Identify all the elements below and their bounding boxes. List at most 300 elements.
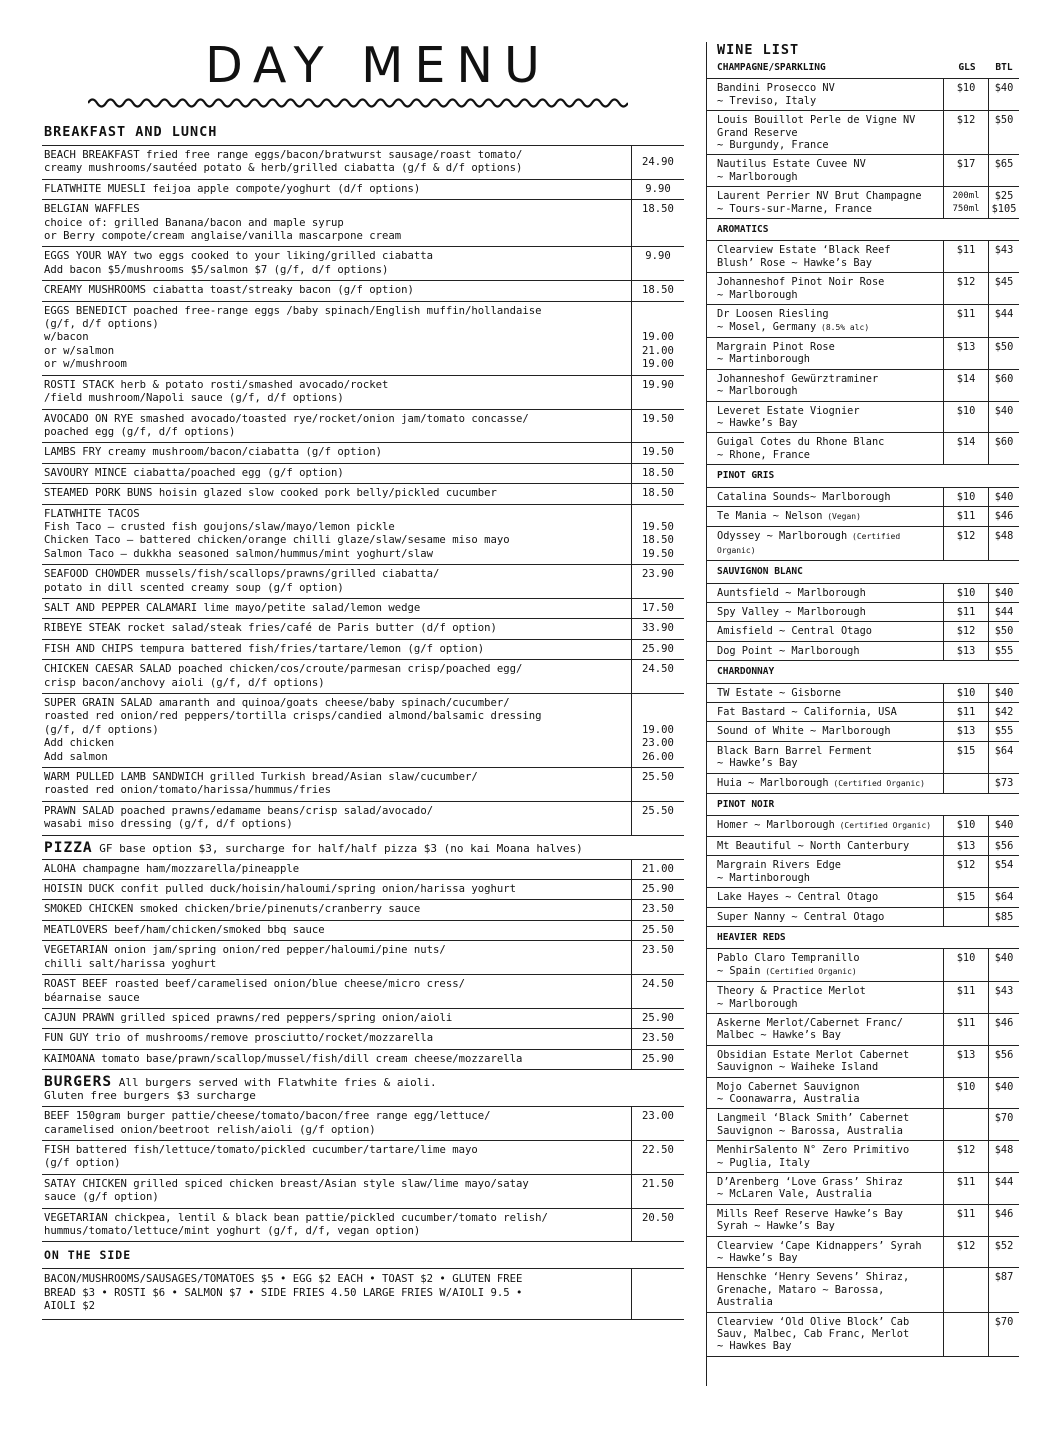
wine-name-text: Theory & Practice Merlot ~ Marlborough xyxy=(717,985,866,1010)
wine-name xyxy=(707,949,943,981)
wine-row xyxy=(707,703,1019,722)
wine-bottle-price: $85 xyxy=(988,908,1019,926)
menu-item-price: 33.90 xyxy=(631,619,684,638)
menu-item-details: fried free range eggs/bacon/bratwurst sausage/roast tomato/ creamy mushrooms/sautéed potato & herb/grilled ciabatta (g/f & d/f options) xyxy=(44,149,523,175)
wine-category-name: AROMATICS xyxy=(707,219,1019,241)
wine-bottle-price: $55 xyxy=(988,642,1019,660)
wine-glass-price: 200ml 750ml xyxy=(943,187,988,218)
menu-item-details: grilled spiced chicken breast/Asian style slaw/lime mayo/satay sauce (g/f option) xyxy=(44,1177,529,1204)
menu-item-row xyxy=(42,660,684,694)
menu-item-price: 19.50 xyxy=(631,410,684,443)
menu-item-price: 24.50 xyxy=(631,975,684,1008)
menu-item-desc xyxy=(42,1107,631,1140)
menu-item-price: 21.00 xyxy=(631,860,684,879)
wine-name xyxy=(707,684,943,702)
wine-glass-price: $11 xyxy=(943,1014,988,1045)
menu-item-row xyxy=(42,802,684,836)
wine-category-name: PINOT GRIS xyxy=(707,465,1019,487)
pizza-header xyxy=(42,836,684,860)
menu-item-name: KAIMOANA xyxy=(44,1052,96,1065)
menu-item-desc xyxy=(42,900,631,919)
menu-item-row xyxy=(42,1009,684,1029)
wine-name xyxy=(707,1313,943,1356)
wine-row xyxy=(707,982,1019,1014)
wine-glass-price: $12 xyxy=(943,527,988,560)
menu-item-price: 25.50 xyxy=(631,802,684,835)
wine-row xyxy=(707,837,1019,856)
menu-item-row xyxy=(42,941,684,975)
wine-body xyxy=(707,62,1019,1357)
menu-item-price: 22.50 xyxy=(631,1141,684,1174)
wine-bottle-price: $40 xyxy=(988,949,1019,981)
wine-row xyxy=(707,187,1019,219)
wine-bottle-price: $50 xyxy=(988,622,1019,640)
menu-item-row xyxy=(42,975,684,1009)
wine-glass-price: $12 xyxy=(943,856,988,887)
menu-item-name: FISH AND CHIPS xyxy=(44,642,134,655)
menu-item-price: 19.00 21.00 19.00 xyxy=(631,302,684,375)
wine-name xyxy=(707,742,943,773)
wine-glass-price xyxy=(943,774,988,793)
menu-item-name: STEAMED PORK BUNS xyxy=(44,487,153,500)
menu-item-price: 18.50 xyxy=(631,484,684,503)
menu-item-row xyxy=(42,505,684,566)
wine-bottle-price: $56 xyxy=(988,837,1019,855)
wine-category-header xyxy=(707,62,1019,79)
wine-bottle-price: $44 xyxy=(988,1173,1019,1204)
wine-name xyxy=(707,305,943,337)
wine-name xyxy=(707,622,943,640)
menu-item-details: poached free-range eggs /baby spinach/English muffin/hollandaise (g/f, d/f options) w/bacon or w/salmon or w/mushroom xyxy=(44,304,542,371)
menu-item-name: CREAMY MUSHROOMS xyxy=(44,284,147,297)
wine-glass-price: $10 xyxy=(943,488,988,506)
menu-item-price: 23.50 xyxy=(631,941,684,974)
pizza-note: GF base option $3, surcharge for half/half pizza $3 (no kai Moana halves) xyxy=(92,841,583,855)
wine-bottle-price: $40 xyxy=(988,816,1019,835)
wine-glass-price xyxy=(943,1109,988,1140)
wine-bottle-price: $46 xyxy=(988,507,1019,526)
wine-name-text: Clearview ‘Old Olive Block’ Cab Sauv, Malbec, Cab Franc, Merlot ~ Hawkes Bay xyxy=(717,1315,910,1353)
breakfast-list xyxy=(42,146,684,836)
wine-bottle-price: $43 xyxy=(988,982,1019,1013)
wine-note: (Vegan) xyxy=(822,511,861,521)
wine-bottle-price: $56 xyxy=(988,1046,1019,1077)
wine-note: (Certified Organic) xyxy=(760,966,857,976)
menu-item-price: 20.50 xyxy=(631,1209,684,1242)
menu-item-details: onion jam/spring onion/red pepper/haloumi/pine nuts/ chilli salt/harissa yoghurt xyxy=(44,944,446,970)
wine-name xyxy=(707,273,943,304)
wine-name xyxy=(707,111,943,154)
menu-item-row xyxy=(42,247,684,281)
menu-item-desc xyxy=(42,921,631,940)
wine-name-text: D’Arenberg ‘Love Grass’ Shiraz ~ McLaren Vale, Australia xyxy=(717,1176,903,1201)
wine-row xyxy=(707,888,1019,907)
wine-name xyxy=(707,1141,943,1172)
wine-name-text: Louis Bouillot Perle de Vigne NV Grand Reserve ~ Burgundy, France xyxy=(717,114,916,152)
wine-name-text: Askerne Merlot/Cabernet Franc/ Malbec ~ Hawke’s Bay xyxy=(717,1016,903,1042)
menu-item-details: champagne ham/mozzarella/pineapple xyxy=(75,862,300,875)
wine-name-text: Catalina Sounds~ Marlborough xyxy=(717,490,891,503)
wine-bottle-price: $40 xyxy=(988,1078,1019,1109)
menu-item-price: 23.00 xyxy=(631,1107,684,1140)
menu-item-name: CAJUN PRAWN xyxy=(44,1011,115,1024)
wine-bottle-price: $42 xyxy=(988,703,1019,721)
menu-item-row xyxy=(42,880,684,900)
menu-item-desc xyxy=(42,880,631,899)
menu-item-details: 150gram burger pattie/cheese/tomato/bacon/free range egg/lettuce/ caramelised onion/beetroot relish/aioli (g/f option) xyxy=(44,1110,491,1136)
wine-name-text: Laurent Perrier NV Brut Champagne ~ Tours-sur-Marne, France xyxy=(717,190,922,215)
menu-item-price: 19.00 23.00 26.00 xyxy=(631,694,684,767)
wine-row xyxy=(707,1078,1019,1110)
wine-name xyxy=(707,402,943,433)
menu-item-details: choice of: grilled Banana/bacon and maple syrup or Berry compote/cream anglaise/vanilla mascarpone cream xyxy=(44,216,402,243)
menu-item-price: 19.50 18.50 19.50 xyxy=(631,505,684,565)
wine-glass-price xyxy=(943,1268,988,1311)
menu-item-desc xyxy=(42,200,631,246)
menu-item-desc xyxy=(42,302,631,375)
menu-item-row xyxy=(42,694,684,768)
wine-row xyxy=(707,816,1019,836)
wine-name xyxy=(707,1237,943,1268)
wine-glass-price: $14 xyxy=(943,370,988,401)
wine-category-name: CHAMPAGNE/SPARKLING xyxy=(717,62,826,73)
wine-row xyxy=(707,949,1019,982)
wine-bottle-price: $25 $105 xyxy=(988,187,1019,218)
wine-row xyxy=(707,742,1019,774)
wine-row xyxy=(707,1205,1019,1237)
menu-item-row xyxy=(42,180,684,200)
wine-name xyxy=(707,1046,943,1077)
wine-glass-price: $11 xyxy=(943,305,988,337)
side-heading: ON THE SIDE xyxy=(42,1242,684,1269)
wine-glass-price: $15 xyxy=(943,742,988,773)
menu-item-details: rocket salad/steak fries/café de Paris butter (d/f option) xyxy=(120,622,497,635)
menu-item-details: roasted beef/caramelised onion/blue cheese/micro cress/ béarnaise sauce xyxy=(44,978,465,1004)
menu-item-price: 23.90 xyxy=(631,565,684,598)
menu-item-desc xyxy=(42,1141,631,1174)
menu-item-details: hoisin glazed slow cooked pork belly/pickled cucumber xyxy=(152,487,497,500)
wine-name-text: Dog Point ~ Marlborough xyxy=(717,644,860,657)
wine-name xyxy=(707,642,943,660)
wine-name-text: Pablo Claro Tempranillo ~ Spain xyxy=(717,952,860,977)
menu-item-row xyxy=(42,565,684,599)
wine-name xyxy=(707,1109,943,1140)
wine-name-text: Te Mania ~ Nelson xyxy=(717,509,823,522)
wine-list xyxy=(706,42,1019,1386)
menu-item-details: beef/ham/chicken/smoked bbq sauce xyxy=(107,923,325,936)
menu-item-price: 18.50 xyxy=(631,200,684,246)
menu-item-row xyxy=(42,1029,684,1049)
menu-item-name: EGGS BENEDICT xyxy=(44,304,127,317)
menu-item-details: amaranth and quinoa/goats cheese/baby spinach/cucumber/ roasted red onion/red peppers/tortilla crisps/candied almond/balsamic dressing (g/f, d/f options) Add chicken Add salmon xyxy=(44,697,542,763)
wine-note: (Certified Organic) xyxy=(828,778,925,788)
wine-name xyxy=(707,703,943,721)
wine-row xyxy=(707,1313,1019,1357)
wine-row xyxy=(707,1141,1019,1173)
menu-item-desc xyxy=(42,376,631,409)
wine-row xyxy=(707,241,1019,273)
wine-row xyxy=(707,1237,1019,1269)
menu-item-desc xyxy=(42,565,631,598)
wine-glass-price: $13 xyxy=(943,1046,988,1077)
wine-glass-price: $14 xyxy=(943,433,988,464)
side-price xyxy=(631,1269,684,1318)
wine-glass-price: $10 xyxy=(943,684,988,702)
wine-name-text: Huia ~ Marlborough xyxy=(717,776,829,789)
side-text: BACON/MUSHROOMS/SAUSAGES/TOMATOES $5 • EGG $2 EACH • TOAST $2 • GLUTEN FREE BREAD $3 • ROSTI $6 • SALMON $7 • SIDE FRIES 4.50 LARGE FRIES W/AIOLI 9.5 • AIOLI $2 xyxy=(44,1273,523,1313)
wine-name xyxy=(707,774,943,793)
wine-row xyxy=(707,622,1019,641)
wine-row xyxy=(707,1109,1019,1141)
wine-name-text: Margrain Pinot Rose ~ Martinborough xyxy=(717,340,835,366)
wine-bottle-price: $73 xyxy=(988,774,1019,793)
wine-category-name: CHARDONNAY xyxy=(707,661,1019,683)
menu-item-desc xyxy=(42,640,631,659)
wine-bottle-price: $60 xyxy=(988,370,1019,401)
menu-item-price: 25.90 xyxy=(631,1009,684,1028)
wine-category-name: SAUVIGNON BLANC xyxy=(707,561,1019,583)
menu-item-row xyxy=(42,900,684,920)
menu-item-name: ALOHA xyxy=(44,862,76,875)
pizza-list xyxy=(42,860,684,1070)
menu-item-name: SAVOURY MINCE xyxy=(44,466,127,479)
menu-item-name: AVOCADO ON RYE xyxy=(44,412,134,425)
menu-item-row xyxy=(42,599,684,619)
wine-name xyxy=(707,433,943,464)
wine-name-text: Sound of White ~ Marlborough xyxy=(717,725,891,738)
wine-name xyxy=(707,856,943,887)
menu-item-price: 19.50 xyxy=(631,443,684,462)
menu-item-desc xyxy=(42,505,631,565)
wine-row xyxy=(707,856,1019,888)
menu-item-details: tempura battered fish/fries/tartare/lemon (g/f option) xyxy=(133,642,485,655)
menu-item-desc xyxy=(42,410,631,443)
menu-item-name: BELGIAN WAFFLES xyxy=(44,203,140,216)
wine-name-text: Auntsfield ~ Marlborough xyxy=(717,586,866,599)
wine-row xyxy=(707,1268,1019,1312)
menu-item-row xyxy=(42,410,684,444)
wine-row xyxy=(707,507,1019,527)
wine-row xyxy=(707,774,1019,794)
wine-glass-price: $11 xyxy=(943,603,988,621)
wine-name xyxy=(707,722,943,740)
wine-name-text: Clearview Estate ‘Black Reef Blush’ Rose ~ Hawke’s Bay xyxy=(717,244,891,269)
wine-bottle-price: $70 xyxy=(988,1313,1019,1356)
wine-bottle-price: $87 xyxy=(988,1268,1019,1311)
menu-item-name: RIBEYE STEAK xyxy=(44,622,121,635)
food-menu xyxy=(42,36,684,1320)
wine-name-text: Johanneshof Gewürztraminer ~ Marlborough xyxy=(717,372,879,398)
menu-item-desc xyxy=(42,484,631,503)
menu-item-row xyxy=(42,146,684,180)
menu-item-details: feijoa apple compote/yoghurt (d/f options) xyxy=(146,182,421,195)
wine-name-text: Obsidian Estate Merlot Cabernet Sauvignon ~ Waiheke Island xyxy=(717,1048,910,1074)
wine-glass-price: $11 xyxy=(943,241,988,272)
wine-name-text: Mills Reef Reserve Hawke’s Bay Syrah ~ Hawke’s Bay xyxy=(717,1207,903,1233)
menu-item-desc xyxy=(42,975,631,1008)
menu-item-price: 25.90 xyxy=(631,640,684,659)
menu-item-price: 25.50 xyxy=(631,921,684,940)
menu-item-name: SMOKED CHICKEN xyxy=(44,903,134,916)
menu-item-name: SATAY CHICKEN xyxy=(44,1177,127,1190)
wine-name-text: Clearview ‘Cape Kidnappers’ Syrah ~ Hawke’s Bay xyxy=(717,1239,922,1265)
side-row xyxy=(42,1269,684,1319)
menu-item-name: BEEF xyxy=(44,1110,70,1123)
wine-bottle-price: $40 xyxy=(988,584,1019,602)
wine-glass-price: $13 xyxy=(943,642,988,660)
menu-item-row xyxy=(42,464,684,484)
menu-item-details: tomato base/prawn/scallop/mussel/fish/dill cream cheese/mozzarella xyxy=(95,1052,523,1065)
menu-item-name: SUPER GRAIN SALAD xyxy=(44,697,153,709)
menu-item-row xyxy=(42,921,684,941)
menu-item-price: 25.90 xyxy=(631,880,684,899)
btl-column-header: BTL xyxy=(995,62,1013,73)
menu-item-price: 23.50 xyxy=(631,1029,684,1048)
menu-item-name: SEAFOOD CHOWDER xyxy=(44,568,140,581)
wine-name-text: Mt Beautiful ~ North Canterbury xyxy=(717,839,910,852)
menu-item-price: 19.90 xyxy=(631,376,684,409)
wine-name-text: Mojo Cabernet Sauvignon ~ Coonawarra, Australia xyxy=(717,1080,860,1105)
wine-glass-price: $12 xyxy=(943,1141,988,1172)
menu-item-name: PRAWN SALAD xyxy=(44,804,115,817)
menu-item-row xyxy=(42,302,684,376)
menu-item-row xyxy=(42,768,684,802)
wine-name xyxy=(707,888,943,906)
menu-item-price: 9.90 xyxy=(631,247,684,280)
menu-item-name: FLATWHITE MUESLI xyxy=(44,182,147,195)
wine-bottle-price: $64 xyxy=(988,888,1019,906)
menu-item-row xyxy=(42,640,684,660)
wine-row xyxy=(707,273,1019,305)
wine-glass-price: $11 xyxy=(943,1173,988,1204)
wine-title: WINE LIST xyxy=(717,42,800,58)
wine-name-text: Dr Loosen Riesling ~ Mosel, Germany xyxy=(717,308,829,333)
wine-name xyxy=(707,584,943,602)
wine-bottle-price: $44 xyxy=(988,603,1019,621)
menu-item-details: ciabatta toast/streaky bacon (g/f option) xyxy=(146,284,414,297)
menu-item-desc xyxy=(42,619,631,638)
menu-item-price: 25.90 xyxy=(631,1050,684,1069)
menu-item-row xyxy=(42,619,684,639)
wine-bottle-price: $60 xyxy=(988,433,1019,464)
wine-name xyxy=(707,603,943,621)
wine-name xyxy=(707,1268,943,1311)
wine-row xyxy=(707,79,1019,111)
menu-item-name: CHICKEN CAESAR SALAD xyxy=(44,663,172,676)
wine-name xyxy=(707,338,943,369)
menu-item-name: VEGETARIAN xyxy=(44,944,108,957)
wine-glass-price: $10 xyxy=(943,816,988,835)
wine-name xyxy=(707,908,943,926)
menu-item-desc xyxy=(42,802,631,835)
menu-item-name: HOISIN DUCK xyxy=(44,883,115,896)
wine-name xyxy=(707,527,943,560)
menu-item-desc xyxy=(42,1209,631,1242)
wine-row xyxy=(707,1173,1019,1205)
menu-item-row xyxy=(42,860,684,880)
menu-item-details: confit pulled duck/hoisin/haloumi/spring onion/harissa yoghurt xyxy=(114,883,516,896)
menu-item-price: 24.50 xyxy=(631,660,684,693)
wine-row xyxy=(707,684,1019,703)
gls-column-header: GLS xyxy=(958,62,976,73)
wine-name xyxy=(707,1014,943,1045)
menu-item-row xyxy=(42,1175,684,1209)
menu-item-desc xyxy=(42,247,631,280)
wine-name xyxy=(707,187,943,218)
wine-bottle-price: $40 xyxy=(988,402,1019,433)
menu-item-details: two eggs cooked to your liking/grilled ciabatta Add bacon $5/mushrooms $5/salmon $7 (g/f, d/f options) xyxy=(44,250,434,276)
wine-glass-price: $11 xyxy=(943,507,988,526)
menu-item-details: creamy mushroom/bacon/ciabatta (g/f option) xyxy=(101,446,383,459)
menu-item-row xyxy=(42,1107,684,1141)
wine-name-text: Fat Bastard ~ California, USA xyxy=(717,706,897,719)
menu-item-row xyxy=(42,1209,684,1243)
burgers-header xyxy=(42,1070,684,1107)
menu-item-desc xyxy=(42,180,631,199)
wine-name xyxy=(707,155,943,186)
menu-item-row xyxy=(42,484,684,504)
menu-item-name: ROAST BEEF xyxy=(44,978,108,991)
pizza-heading: PIZZA xyxy=(44,839,93,856)
menu-item-name: EGGS YOUR WAY xyxy=(44,250,127,263)
wine-glass-price: $17 xyxy=(943,155,988,186)
wine-row xyxy=(707,111,1019,155)
menu-item-price: 23.50 xyxy=(631,900,684,919)
wine-bottle-price: $64 xyxy=(988,742,1019,773)
menu-item-desc xyxy=(42,694,631,767)
menu-item-details: poached chicken/cos/croute/parmesan crisp/poached egg/ crisp bacon/anchovy aioli (g/f, d/f options) xyxy=(44,663,523,689)
wine-glass-price: $10 xyxy=(943,402,988,433)
wine-name-text: Henschke ‘Henry Sevens’ Shiraz, Grenache, Mataro ~ Barossa, Australia xyxy=(717,1271,910,1309)
burgers-heading: BURGERS xyxy=(44,1074,113,1091)
wine-row xyxy=(707,584,1019,603)
wine-row xyxy=(707,433,1019,465)
menu-item-name: FISH xyxy=(44,1143,70,1156)
menu-item-desc xyxy=(42,1050,631,1069)
wine-row xyxy=(707,1014,1019,1046)
menu-item-desc xyxy=(42,599,631,618)
menu-item-name: FUN GUY xyxy=(44,1032,89,1045)
menu-item-name: FLATWHITE TACOS xyxy=(44,507,140,520)
wine-glass-price: $12 xyxy=(943,1237,988,1268)
menu-item-price: 18.50 xyxy=(631,464,684,483)
wine-name-text: Spy Valley ~ Marlborough xyxy=(717,606,866,618)
wine-bottle-price: $43 xyxy=(988,241,1019,272)
wine-name-text: Bandini Prosecco NV ~ Treviso, Italy xyxy=(717,82,835,107)
wine-name xyxy=(707,816,943,835)
wine-glass-price: $11 xyxy=(943,703,988,721)
wine-bottle-price: $40 xyxy=(988,79,1019,110)
wine-row xyxy=(707,1046,1019,1078)
wave-divider xyxy=(88,96,628,110)
wine-name-text: Langmeil ‘Black Smith’ Cabernet Sauvignon ~ Barossa, Australia xyxy=(717,1112,910,1137)
wine-name-text: TW Estate ~ Gisborne xyxy=(717,686,841,699)
wine-name-text: Super Nanny ~ Central Otago xyxy=(717,910,885,923)
menu-item-name: MEATLOVERS xyxy=(44,923,108,936)
wine-bottle-price: $44 xyxy=(988,305,1019,337)
wine-name-text: Johanneshof Pinot Noir Rose ~ Marlborough xyxy=(717,276,885,301)
menu-item-price: 25.50 xyxy=(631,768,684,801)
wine-row xyxy=(707,642,1019,661)
menu-item-price: 9.90 xyxy=(631,180,684,199)
menu-item-name: SALT AND PEPPER CALAMARI xyxy=(44,601,198,614)
wine-category-name: HEAVIER REDS xyxy=(707,927,1019,949)
breakfast-heading: BREAKFAST AND LUNCH xyxy=(42,124,684,146)
wine-row xyxy=(707,305,1019,338)
wine-category-name: PINOT NOIR xyxy=(707,794,1019,816)
wine-glass-price: $12 xyxy=(943,111,988,154)
wine-name xyxy=(707,488,943,506)
